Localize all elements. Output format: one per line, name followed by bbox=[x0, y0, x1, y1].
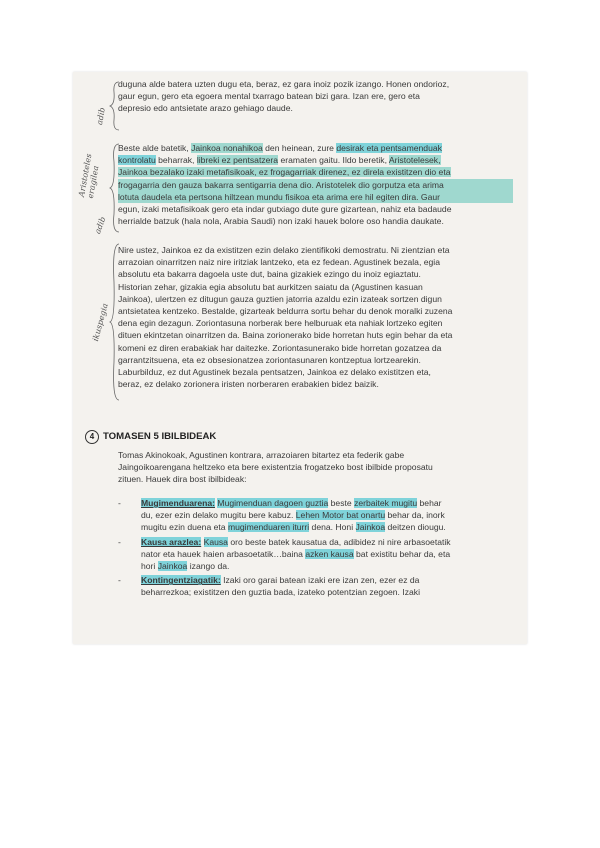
text: beste bbox=[328, 498, 355, 508]
highlight: Lehen Motor bat onartu bbox=[295, 510, 386, 521]
text-line bbox=[141, 536, 513, 548]
highlight: Kausa bbox=[203, 536, 228, 547]
text-line: arrazoian oinarritzen naiz nire iritziak lantzeko, eta ez fedean. Agustinek bezala, egia bbox=[118, 257, 440, 268]
text: behar bbox=[417, 498, 442, 508]
highlight: azken kausa bbox=[305, 548, 354, 559]
list-term: Kontingentziagatik: bbox=[141, 575, 221, 586]
highlight: mugimenduaren iturri bbox=[227, 522, 310, 533]
text-line: gaur egun, gero eta egoera mental txarrago batean bizi gara. Izan ere, gero eta bbox=[118, 91, 420, 102]
text-line: frogagarria den gauza bakarra sentigarria dena dio. Aristotelek dio gorputza eta arima bbox=[118, 179, 513, 191]
text-line: depresio edo antsietate arazo gehiago daude. bbox=[118, 103, 293, 114]
text-line: dena egin dezagun. Zoriontasuna norberak bere helburuak eta nahiak lortzeko egiten bbox=[118, 318, 443, 329]
document-sheet bbox=[73, 72, 527, 644]
text-line: Nire ustez, Jainkoa ez da existitzen ezin delako zientifikoki demostratu. Ni zientzian eta bbox=[118, 245, 450, 255]
text: nator eta hauek haien arbasoetatik…baina bbox=[141, 548, 306, 559]
text: den heinean, zure bbox=[262, 143, 337, 153]
text-line: dituen ekintzetan oinarritzen da. Baina zorionerako bide horretan huts egin behar da eta bbox=[118, 330, 453, 341]
list-dash: - bbox=[118, 536, 121, 547]
text-line: absolutu eta bakarra dagoela uste dut, baina gizakiek ezingo du inoiz egiaztatu. bbox=[118, 269, 421, 280]
text-line bbox=[141, 497, 513, 509]
highlight: Aristotelesek, bbox=[388, 155, 441, 166]
text-line: Jaingoikoarengana heltzeko eta bere existentzia frogatzeko bost ibilbide proposatu bbox=[118, 462, 433, 473]
text-line bbox=[141, 574, 513, 586]
text-line: egun, izaki metafisikoak gero eta indar gutxiago dute gure gizartean, nahiz eta badaude bbox=[118, 204, 452, 215]
text-line: duguna alde batera uzten dugu eta, beraz, ez gara inoiz pozik izango. Honen ondorioz, bbox=[118, 79, 450, 89]
margin-note-4: ikuspegia bbox=[91, 302, 110, 343]
list-item bbox=[118, 497, 513, 534]
highlight: Jainkoa bbox=[355, 522, 386, 533]
text-line: garrantzitsuena, eta ez obsesionatzea zoriontasunaren kontzeptua lortzearekin. bbox=[118, 354, 421, 365]
text-line bbox=[141, 509, 513, 521]
paragraph-2 bbox=[118, 142, 513, 227]
highlight: dio eta bbox=[422, 167, 451, 178]
text-line: beharrezkoa; existitzen den guztia bada, izateko potentzian zegoen. Izaki bbox=[141, 587, 420, 598]
highlight: direnez, bbox=[316, 167, 352, 178]
text: izango da. bbox=[187, 561, 230, 572]
text: bat existitu behar da, eta bbox=[353, 548, 451, 559]
text-line: Historian zehar, gizakia egia absolutu bat aurkitzen saiatu da (Agustinen kasuan bbox=[118, 281, 423, 292]
text-line: zituen. Hauek dira bost ibilbideak: bbox=[118, 474, 247, 485]
highlight: libreki ez pentsatzera bbox=[196, 155, 279, 166]
text-line bbox=[118, 154, 513, 166]
text: Beste alde batetik, bbox=[118, 143, 192, 153]
text: deitzen diougu. bbox=[385, 522, 446, 533]
ways-list bbox=[118, 497, 513, 601]
margin-note-3: adib bbox=[93, 215, 108, 236]
text: beharrak, bbox=[155, 155, 197, 166]
highlight: ez frogagarriak bbox=[258, 167, 317, 178]
text-line: lotuta daudela eta pertsona hiltzean mundu fisikoa eta arima ere hil egiten dira. Gaur bbox=[118, 191, 513, 203]
list-item bbox=[118, 574, 513, 598]
highlight: zerbaitek mugitu bbox=[354, 498, 418, 508]
text: hori bbox=[141, 561, 158, 572]
text: dena. Honi bbox=[309, 522, 356, 533]
text: Izaki oro garai batean izaki ere izan zen, ezer ez da bbox=[220, 575, 420, 586]
text: oro beste batek kausatua da, adibidez ni nire arbasoetatik bbox=[227, 536, 451, 547]
text-line: Jainkoa), ulertzen ez ditugun gauza guztien jatorria azaldu ezin izateak sortzen digun bbox=[118, 293, 442, 304]
paragraph-1 bbox=[118, 78, 513, 115]
list-dash: - bbox=[118, 498, 121, 508]
margin-note-2: Aristoteles eragilea bbox=[77, 153, 101, 200]
section-number: 4 bbox=[85, 430, 99, 444]
text-line bbox=[118, 166, 513, 178]
text-line: Laburbilduz, ez dut Agustinek bezala pentsatzen, Jainkoa ez delako existitzen eta, bbox=[118, 367, 431, 378]
text-line: herrialde batzuk (hala nola, Arabia Saudi) non izaki hauek bolore oso handia daukate. bbox=[118, 216, 444, 227]
text-line: komeni ez diren erabakiak har daitezke. Zoriontasunerako bide horretan gozatzea da bbox=[118, 342, 442, 353]
text: mugitu ezin duena eta bbox=[141, 522, 228, 533]
highlight: Jainkoa bbox=[157, 561, 188, 572]
list-item bbox=[118, 536, 513, 573]
section-heading bbox=[85, 430, 525, 444]
list-term: Kausa arazlea: bbox=[141, 536, 202, 547]
list-dash: - bbox=[118, 575, 121, 586]
highlight: desirak eta pentsamenduak bbox=[336, 143, 442, 153]
text: eramaten gaitu. Ildo beretik, bbox=[278, 155, 389, 166]
text-line bbox=[141, 560, 513, 572]
text-line bbox=[118, 142, 513, 154]
text-line: beraz, ez delako zorionera iristen norberaren erabakien bidez baizik. bbox=[118, 379, 379, 390]
paragraph-3 bbox=[118, 244, 513, 390]
list-term: Mugimenduarena: bbox=[141, 498, 216, 508]
text-line bbox=[141, 548, 513, 560]
margin-note-1: adib bbox=[95, 106, 107, 126]
text: behar da, inork bbox=[385, 510, 445, 521]
text: du, ezer ezin delako mugitu bere kabuz. bbox=[141, 510, 296, 521]
text-line: antsietatea kentzeko. Bestalde, gizarteak beldurra sortu behar du denok moralki zuzena bbox=[118, 306, 453, 317]
highlight: ez direla existitzen bbox=[351, 167, 423, 178]
section-title: TOMASEN 5 IBILBIDEAK bbox=[103, 431, 217, 442]
highlight: Jainkoa bezalako izaki metafisikoak, bbox=[118, 167, 259, 178]
text-line: Tomas Akinokoak, Agustinen kontrara, arrazoiaren bitartez eta federik gabe bbox=[118, 450, 405, 460]
highlight: Jainkoa nonahikoa bbox=[191, 143, 263, 153]
intro-paragraph bbox=[118, 449, 513, 486]
highlight: Mugimenduan dagoen guztia bbox=[217, 498, 329, 508]
highlight: kontrolatu bbox=[118, 155, 156, 166]
text-line bbox=[141, 521, 513, 533]
